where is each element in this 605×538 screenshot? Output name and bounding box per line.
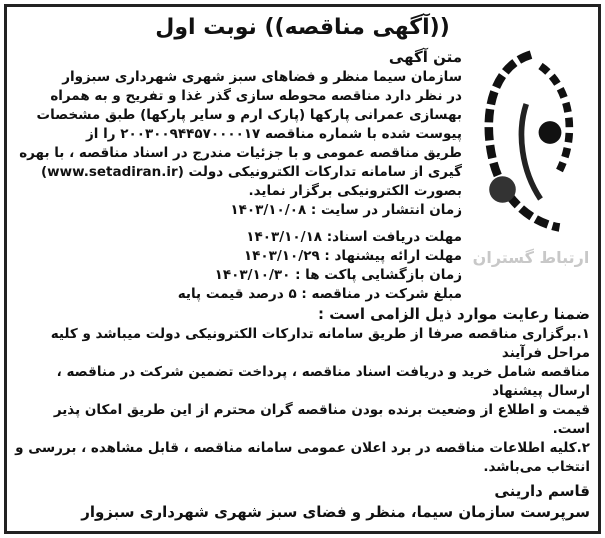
document-deadline: مهلت دریافت اسناد: ۱۴۰۳/۱۰/۱۸ [246, 229, 462, 245]
logo-column [472, 47, 590, 269]
requirements-heading: ضمنا رعایت موارد ذیل الزامی است : [317, 305, 590, 323]
body-line: در نظر دارد مناقصه محوطه سازی گذر غذا و تفریح و به همراه [50, 88, 462, 104]
body-line: سازمان سیما منظر و فضاهای سبز شهری شهرداری سبزوار [62, 69, 462, 85]
signer-name: قاسم دارینی [494, 482, 590, 500]
requirement-line: ۲.کلیه اطلاعات مناقصه در برد اعلان عمومی سامانه مناقصه ، قابل مشاهده ، بررسی و انتخاب می‌باشد. [15, 440, 590, 475]
participation-amount: مبلغ شرکت در مناقصه : ۵ درصد قیمت پایه [177, 286, 462, 302]
publish-date: زمان انتشار در سایت : ۱۴۰۳/۱۰/۰۸ [230, 202, 462, 218]
proposal-deadline: مهلت ارائه پیشنهاد : ۱۴۰۳/۱۰/۲۹ [243, 248, 462, 264]
body-line: پیوست شده با شماره مناقصه ۲۰۰۳۰۰۹۴۴۵۷۰۰۰۰۱۷ را از [86, 126, 462, 142]
requirement-line: قیمت و اطلاع از وضعیت برنده بودن مناقصه گران محترم از این طریق امکان پذیر است. [53, 402, 590, 437]
ad-heading: متن آگهی [388, 48, 462, 66]
organization-logo-icon [472, 47, 590, 237]
body-line: بصورت الکترونیکی برگزار نماید. [248, 183, 462, 199]
ad-title: ((آگهی مناقصه)) نوبت اول [155, 15, 450, 40]
body-line: طریق مناقصه عمومی و با جزئیات مندرج در اسناد مناقصه ، با بهره [19, 145, 462, 161]
signer-title: سرپرست سازمان سیما، منظر و فضای سبز شهری شهرداری سبزوار [81, 503, 590, 521]
requirement-line: ۱.برگزاری مناقصه صرفا از طریق سامانه تدارکات الکترونیکی دولت میباشد و کلیه مراحل فرآیند [50, 326, 590, 361]
main-text-column [15, 47, 462, 304]
body-line: گیری از سامانه تدارکات الکترونیکی دولت (www.setadiran.ir) [40, 164, 462, 180]
top-section [15, 47, 590, 304]
ad-frame [4, 4, 601, 534]
body-line: بهسازی عمرانی پارکها (پارک ارم و سایر پارکها) طبق مشخصات [36, 107, 462, 123]
requirement-line: مناقصه شامل خرید و دریافت اسناد مناقصه ، پرداخت تضمین شرکت در مناقصه ، ارسال پیشنهاد [56, 364, 590, 399]
opening-date: زمان بازگشایی پاکت ها : ۱۴۰۳/۱۰/۳۰ [214, 267, 462, 283]
watermark: ارتباط گستران [472, 248, 590, 267]
